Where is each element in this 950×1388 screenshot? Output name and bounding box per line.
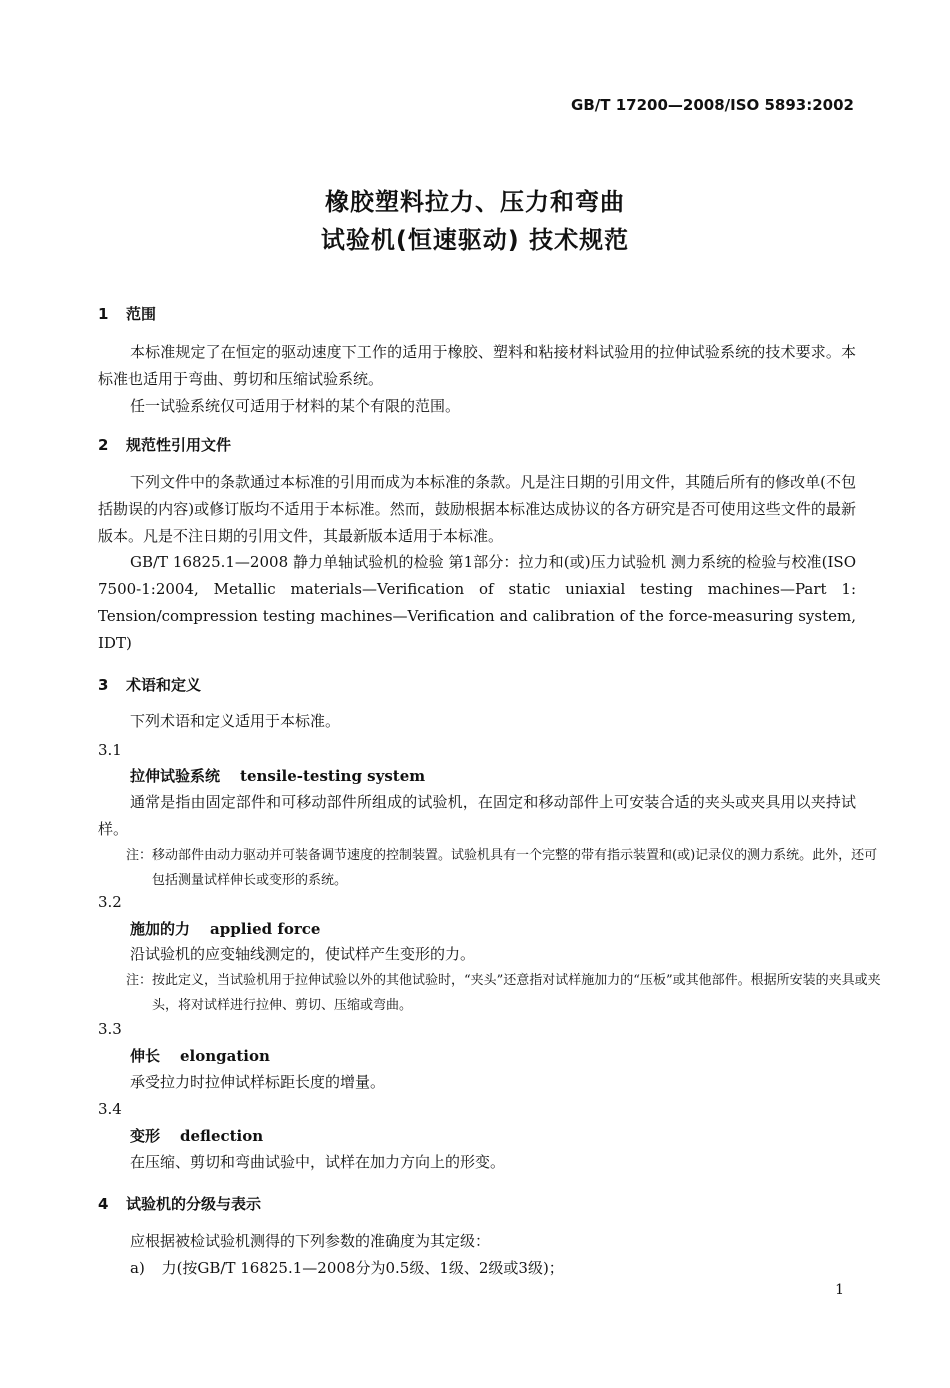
section-1-heading	[98, 303, 156, 324]
term-3-1-note: 注：移动部件由动力驱动并可装备调节速度的控制装置。试验机具有一个完整的带有指示装置和(或)记录仪的测力系统。此外，还可包括测量试样伸长或变形的系统。	[126, 848, 878, 888]
term-3-4-definition: 在压缩、剪切和弯曲试验中，试样在加力方向上的形变。	[130, 1153, 506, 1171]
title-line-2: 试验机(恒速驱动) 技术规范	[320, 226, 630, 254]
title-line-1: 橡胶塑料拉力、压力和弯曲	[325, 188, 625, 216]
section-3-heading	[98, 674, 201, 695]
clause-3-2-number: 3.2	[98, 893, 122, 911]
term-en: deflection	[180, 1127, 264, 1145]
section-4-heading	[98, 1193, 261, 1214]
list-item-a	[130, 1257, 564, 1278]
term-3-1-definition: 通常是指由固定部件和可移动部件所组成的试验机，在固定和移动部件上可安装合适的夹头或夹具用以夹持试样。	[98, 793, 856, 838]
term-3-2-note: 注：按此定义，当试验机用于拉伸试验以外的其他试验时，“夹头”还意指对试样施加力的“压板”或其他部件。根据所安装的夹具或夹头，将对试样进行拉伸、剪切、压缩或弯曲。	[126, 973, 881, 1013]
term-en: applied force	[210, 920, 321, 938]
list-label: a)	[130, 1259, 145, 1277]
term-3-2-definition: 沿试验机的应变轴线测定的，使试样产生变形的力。	[130, 945, 476, 963]
term-en: elongation	[180, 1047, 270, 1065]
clause-3-3-number: 3.3	[98, 1020, 122, 1038]
term-zh: 变形	[130, 1127, 161, 1145]
term-3-3-definition: 承受拉力时拉伸试样标距长度的增量。	[130, 1073, 386, 1091]
term-3-1	[130, 765, 425, 786]
section-1-paragraph-2: 任一试验系统仅可适用于材料的某个有限的范围。	[130, 397, 461, 415]
section-title: 试验机的分级与表示	[126, 1195, 262, 1213]
section-title: 范围	[126, 305, 157, 323]
term-3-4	[130, 1125, 263, 1146]
section-3-paragraph-1: 下列术语和定义适用于本标准。	[130, 712, 341, 730]
section-number: 2	[98, 436, 109, 454]
section-2-heading	[98, 434, 231, 455]
section-1-paragraph-1: 本标准规定了在恒定的驱动速度下工作的适用于橡胶、塑料和粘接材料试验用的拉伸试验系统的技术要求。本标准也适用于弯曲、剪切和压缩试验系统。	[98, 343, 856, 388]
section-title: 规范性引用文件	[126, 436, 232, 454]
section-number: 4	[98, 1195, 109, 1213]
clause-3-4-number: 3.4	[98, 1100, 122, 1118]
section-2-reference: GB/T 16825.1—2008 静力单轴试验机的检验 第1部分：拉力和(或)压力试验机 测力系统的检验与校准(ISO 7500-1:2004, Metallic materials—Verification of static uniaxial testing machines—Part 1: Tension/compression testing machines—Verification and calibration of the force-measuring system, IDT)	[98, 553, 856, 652]
section-2-paragraph-1: 下列文件中的条款通过本标准的引用而成为本标准的条款。凡是注日期的引用文件，其随后所有的修改单(不包括勘误的内容)或修订版均不适用于本标准。然而，鼓励根据本标准达成协议的各方研究是否可使用这些文件的最新版本。凡是不注日期的引用文件，其最新版本适用于本标准。	[98, 473, 856, 545]
section-number: 3	[98, 676, 109, 694]
page-number: 1	[835, 1282, 844, 1298]
section-number: 1	[98, 305, 109, 323]
section-title: 术语和定义	[126, 676, 202, 694]
term-en: tensile-testing system	[240, 767, 426, 785]
term-zh: 施加的力	[130, 920, 191, 938]
clause-3-1-number: 3.1	[98, 741, 122, 759]
list-text: 力(按GB/T 16825.1—2008分为0.5级、1级、2级或3级)；	[161, 1259, 564, 1277]
section-4-paragraph-1: 应根据被检试验机测得的下列参数的准确度为其定级：	[130, 1232, 491, 1250]
term-3-2	[130, 918, 320, 939]
standard-code: GB/T 17200—2008/ISO 5893:2002	[571, 96, 854, 114]
term-zh: 伸长	[130, 1047, 161, 1065]
term-zh: 拉伸试验系统	[130, 767, 221, 785]
term-3-3	[130, 1045, 270, 1066]
